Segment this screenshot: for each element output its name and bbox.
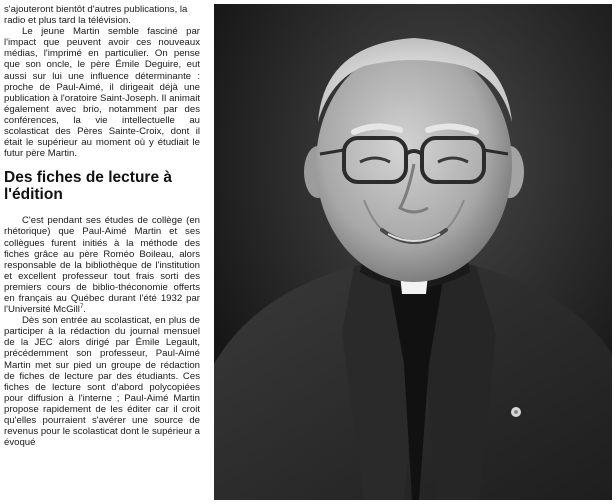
article-paragraph: Le jeune Martin semble fasciné par l'impact que peuvent avoir ces nouveaux médias, l'imprimé en particulier. On pense que son oncle, le père Émile Deguire, eut aussi sur lui une influence déterminante : proche de Paul-Aimé, il dirigeait déjà une publication à l'oratoire Saint-Joseph. Il animait également avec brio, notamment par des conférences, la vie intellectuelle au scolasticat des Pères Sainte-Croix, dont il était le supérieur au moment où y étudiait le futur père Martin. (4, 26, 200, 160)
section-heading: Des fiches de lecture à l'édition (4, 169, 172, 204)
portrait-photo (214, 4, 612, 500)
article-text-column (4, 4, 200, 504)
footnote-marker: 7 (79, 303, 84, 310)
portrait-illustration (214, 4, 612, 500)
right-lens (422, 138, 484, 182)
paragraph-text: C'est pendant ses études de collège (en rhétorique) que Paul-Aimé Martin et ses collègues furent initiés à la méthode des fiches grâce au père Roméo Boileau, alors responsable de la bibliothèque de l'institution et excellent professeur tout frais sorti des premiers cours de biblio-théconomie offerts en français au Québec durant l'été 1932 par l'Université McGill (4, 215, 200, 316)
article-paragraph: Dès son entrée au scolasticat, en plus de participer à la rédaction du journal mensuel de la JEC alors dirigé par Émile Legault, précédemment son professeur, Paul-Aimé Martin met sur pied un groupe de rédaction de fiches de lecture par des étudiants. Ces fiches de lecture sont d'abord polycopiées pour diffusion à l'interne ; Paul-Aimé Martin propose rapidement de les éditer car il croit qu'elles pourraient s'avérer une source de revenus pour le scolasticat dont le supérieur a évoqué (4, 315, 200, 449)
article-paragraph: s'ajouteront bientôt d'autres publications, la radio et plus tard la télévision. (4, 4, 188, 27)
left-lens (344, 138, 406, 182)
article-paragraph (4, 215, 200, 315)
paragraph-end: . (83, 304, 86, 316)
